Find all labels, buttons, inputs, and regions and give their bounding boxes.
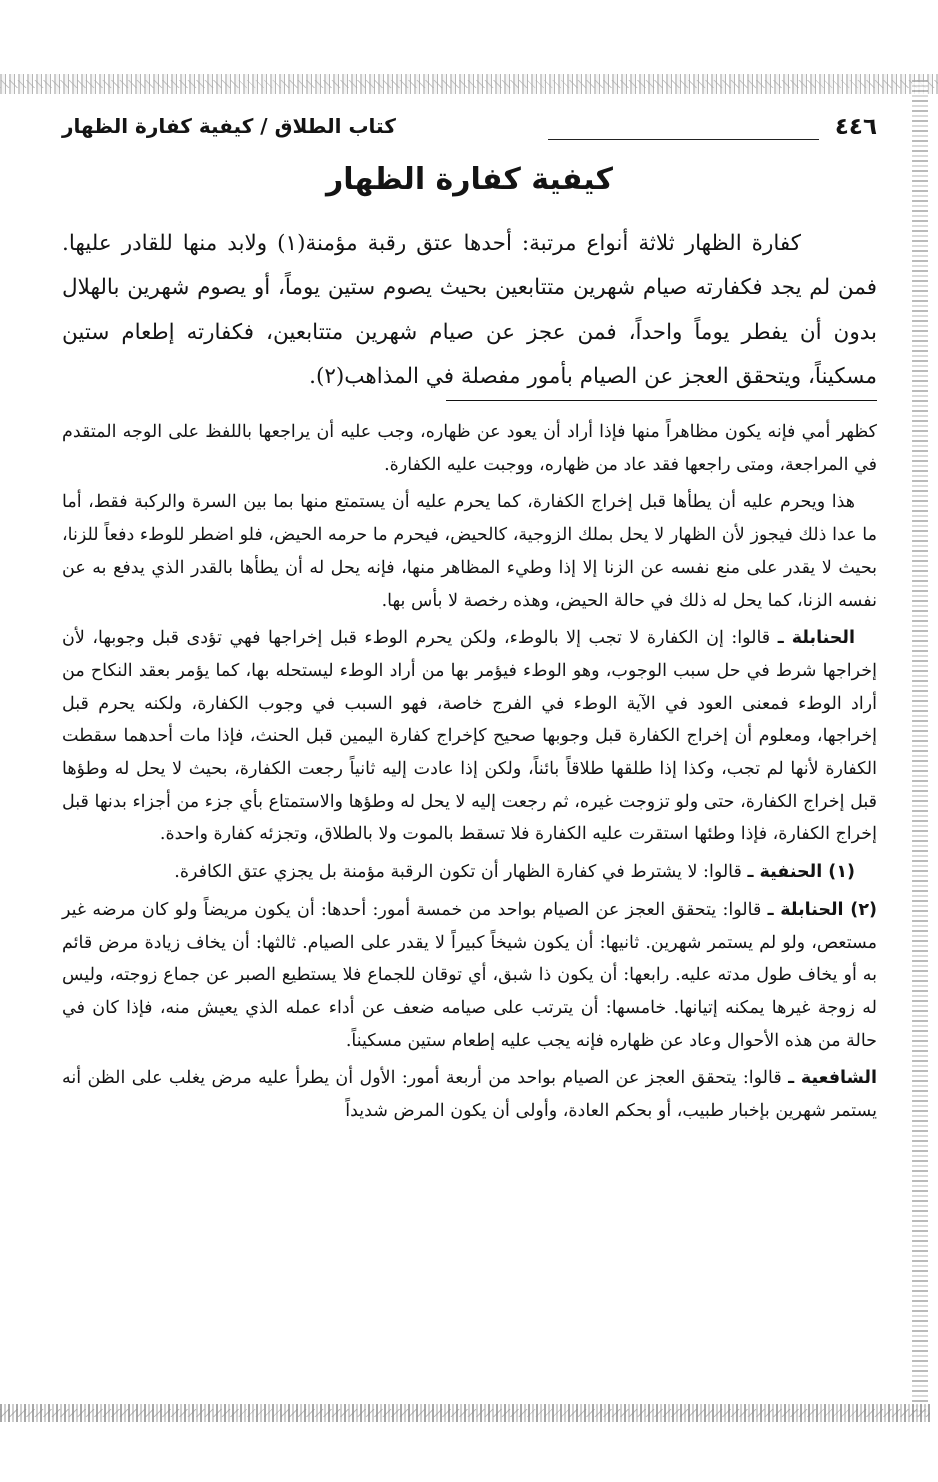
school-label-hanbali: الحنابلة ـ [777,628,855,649]
main-body [62,222,877,399]
footnote-text: قالوا: إن الكفارة لا تجب إلا بالوطء، ولكن يحرم الوطء قبل إخراجها فهي تؤدى قبل وجوبها، لأن إخراجها شرط في حل سبب الوجوب، وهو الوطء فيؤمر بها من أراد الوطء ليستحله بها، كما يؤمر بعقد النكاح من أراد الوطء فمعنى العود في الآية الوطء في الفرج خاصة، فهو السبب في وجوب الكفارة، ولكنه يحرم قبل إخراجها، ومعلوم أن إخراج الكفارة قبل وجوبها صحيح كإخراج كفارة اليمين قبل الحنث، فإذا مات أحدهما سقطت الكفارة لأنها لم تجب، وكذا إذا طلقها طلاقاً بائناً، ولكن إذا عادت إليه ثانياً رجعت الكفارة، بحيث لا يحل له وطؤها قبل إخراج الكفارة، حتى ولو تزوجت غيره، ثم رجعت إليه لا يحل له وطؤها والاستمتاع بأي جزء من أجزاء بدنها قبل إخراج الكفارة، فإذا وطئها استقرت عليه الكفارة فلا تسقط بالموت ولا بالطلاق، وتجزئه كفارة واحدة. [62,628,877,845]
chapter-title: كيفية كفارة الظهار [325,162,613,197]
footnote-separator [446,400,877,401]
footnote-text: قالوا: لا يشترط في كفارة الظهار أن تكون الرقبة مؤمنة بل يجزي عتق الكافرة. [174,862,742,883]
header-rule [548,139,819,140]
footnote-paragraph [62,1062,877,1127]
footnote-text: هذا ويحرم عليه أن يطأها قبل إخراج الكفارة، كما يحرم عليه أن يستمتع منها بما بين السرة والركبة فقط، أما ما عدا ذلك فيجوز لأن الظهار لا يحل بملك الزوجية، كالحيض، فيحرم ما حرمه الحيض، فلو اضطر للوطء دفعاً للزنا، بحيث لا يقدر على منع نفسه عن الزنا إلا إذا وطيء المظاهر منها، فإنه يحل له أن يطأها بالقدر الذي يدفع به عن نفسه الزنا، كما يحل له ذلك في حالة الحيض، وهذه رخصة لا بأس بها. [62,492,877,611]
ornamental-border-right [912,80,928,1420]
running-title: كتاب الطلاق / كيفية كفارة الظهار [62,114,396,138]
school-label-shafii: الشافعية ـ [788,1068,877,1089]
page-number: ٤٤٦ [834,114,877,140]
footnote-paragraph [62,416,877,481]
footnote-paragraph [62,622,877,851]
main-paragraph: كفارة الظهار ثلاثة أنواع مرتبة: أحدها عتق رقبة مؤمنة(١) ولابد منها للقادر عليها. فمن لم يجد فكفارته صيام شهرين متتابعين بحيث يصوم ستين يوماً، أو يصوم شهرين بالهلال بدون أن يفطر يوماً واحداً، فمن عجز عن صيام شهرين متتابعين، فكفارته إطعام ستين مسكيناً، ويتحقق العجز عن الصيام بأمور مفصلة في المذاهب(٢). [62,231,877,389]
footnote-paragraph [62,486,877,617]
footnote-2-label: (٢) الحنابلة ـ [767,899,877,920]
footnote-text: قالوا: يتحقق العجز عن الصيام بواحد من خمسة أمور: أحدها: أن يكون مريضاً ولو كان مرضه غير مستعص، ولو لم يستمر شهرين. ثانيها: أن يكون شيخاً كبيراً لا يقدر على الصيام. ثالثها: أن يخاف زيادة مرض قائم به أو يخاف طول مدته عليه. رابعها: أن يكون ذا شبق، أي توقان للجماع فلا يستطيع الصبر عن جماع زوجته، وليس له زوجة غيرها يمكنه إتيانها. خامسها: أن يترتب على صيامه ضعف عن أداء عمله الذي يعيش منه، فإذا كان في حالة من هذه الأحوال وعاد عن ظهاره فإنه يجب عليه إطعام ستين مسكيناً. [62,899,877,1051]
ornamental-border-bottom [0,1404,930,1422]
footnote-text: قالوا: يتحقق العجز عن الصيام بواحد من أربعة أمور: الأول أن يطرأ عليه مرض يغلب على الظن أنه يستمر شهرين بإخبار طبيب، أو بحكم العادة، وأولى أن يكون المرض شديداً [62,1068,877,1122]
page-header [62,112,877,152]
footnotes [62,416,877,1133]
ornamental-border-top [0,74,938,94]
footnote-paragraph [62,856,877,889]
footnote-text: كظهر أمي فإنه يكون مظاهراً منها فإذا أراد أن يعود عن ظهاره، وجب عليه أن يراجعها باللفظ على الوجه المتقدم في المراجعة، ومتى راجعها فقد عاد من ظهاره، ووجبت عليه الكفارة. [62,422,877,475]
footnote-1-label: (١) الحنفية ـ [747,862,855,883]
footnote-paragraph [62,894,877,1058]
